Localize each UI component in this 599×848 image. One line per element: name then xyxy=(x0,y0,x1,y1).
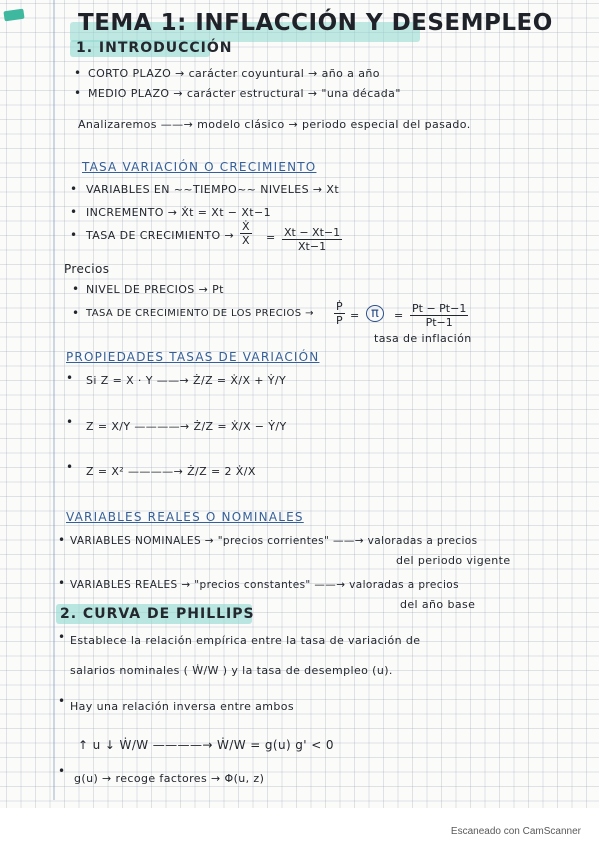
bullet-dot: • xyxy=(74,86,82,100)
margin-line xyxy=(53,0,55,800)
real-variables-cont: del año base xyxy=(400,598,476,611)
bullet-dot: • xyxy=(66,460,74,474)
price-level: NIVEL DE PRECIOS → Pt xyxy=(86,283,224,296)
intro-analysis-note: Analizaremos ——→ modelo clásico → periodo especial del pasado. xyxy=(78,118,471,131)
bullet-dot: • xyxy=(58,764,66,778)
real-nominal-heading: VARIABLES REALES O NOMINALES xyxy=(66,510,304,524)
equals-sign: = xyxy=(394,309,404,322)
fraction-numerator: Xt − Xt−1 xyxy=(284,226,341,239)
property-square: Z = X² ————→ Ż/Z = 2 Ẋ/X xyxy=(86,465,256,478)
section-2-heading: 2. CURVA DE PHILLIPS xyxy=(60,606,255,622)
bullet-dot: • xyxy=(58,630,66,644)
bullet-dot: • xyxy=(74,66,82,80)
fraction-numerator: Ṗ xyxy=(336,300,343,313)
intro-medium-term: MEDIO PLAZO → carácter estructural → "una década" xyxy=(88,87,401,100)
properties-heading: PROPIEDADES TASAS DE VARIACIÓN xyxy=(66,350,320,364)
fraction-denominator: P xyxy=(336,314,343,327)
fraction-numerator: Ẋ xyxy=(242,220,250,233)
equals-sign: = xyxy=(350,309,360,322)
price-growth-label: TASA DE CRECIMIENTO DE LOS PRECIOS → xyxy=(86,308,314,319)
increment-formula: INCREMENTO → Ẋt = Xt − Xt−1 xyxy=(86,206,271,219)
inflation-rate-note: tasa de inflación xyxy=(374,332,472,345)
bullet-dot: • xyxy=(58,533,66,547)
fraction-numerator: Pt − Pt−1 xyxy=(412,302,467,315)
bullet-dot: • xyxy=(66,415,74,429)
growth-rate-heading: TASA VARIACIÓN O CRECIMIENTO xyxy=(82,160,317,174)
nominal-variables-cont: del periodo vigente xyxy=(396,554,511,567)
bullet-dot: • xyxy=(70,228,78,242)
phillips-definition-cont: salarios nominales ( Ẇ/W ) y la tasa de desempleo (u). xyxy=(70,664,393,677)
growth-rate-label: TASA DE CRECIMIENTO → xyxy=(86,229,235,242)
levels-variable: VARIABLES EN ~~TIEMPO~~ NIVELES → Xt xyxy=(86,183,340,196)
nominal-variables: VARIABLES NOMINALES → "precios corrientes" ——→ valoradas a precios xyxy=(70,535,478,547)
price-growth-rhs-fraction xyxy=(410,302,468,329)
bullet-dot: • xyxy=(58,694,66,708)
bullet-dot: • xyxy=(58,576,66,590)
fraction-denominator: X xyxy=(242,234,250,247)
equals-sign: = xyxy=(266,231,276,244)
page-tab-marker xyxy=(3,9,24,22)
phillips-definition: Establece la relación empírica entre la tasa de variación de xyxy=(70,634,421,647)
inflation-pi: π xyxy=(366,305,384,322)
prices-heading: Precios xyxy=(64,262,110,276)
bullet-dot: • xyxy=(70,182,78,196)
intro-short-term: CORTO PLAZO → carácter coyuntural → año a año xyxy=(88,67,380,80)
real-variables: VARIABLES REALES → "precios constantes" ——→ valoradas a precios xyxy=(70,579,459,591)
property-quotient: Z = X/Y ————→ Ż/Z = Ẋ/X − Ẏ/Y xyxy=(86,420,287,433)
phillips-equation: ↑ u ↓ Ẇ/W ————→ Ẇ/W = g(u) g' < 0 xyxy=(78,738,334,752)
g-of-u-factors: g(u) → recoge factores → Φ(u, z) xyxy=(74,772,265,785)
bullet-dot: • xyxy=(72,306,80,320)
section-1-heading: 1. INTRODUCCIÓN xyxy=(76,40,233,56)
page-title: TEMA 1: INFLACCIÓN Y DESEMPLEO xyxy=(78,10,553,36)
bullet-dot: • xyxy=(70,205,78,219)
price-growth-fraction xyxy=(334,300,345,327)
growth-rate-fraction xyxy=(240,220,252,247)
property-product: Si Z = X · Y ——→ Ż/Z = Ẋ/X + Ẏ/Y xyxy=(86,374,287,387)
fraction-denominator: Pt−1 xyxy=(425,316,453,329)
bullet-dot: • xyxy=(72,282,80,296)
scanner-watermark: Escaneado con CamScanner xyxy=(450,826,581,837)
inverse-relation: Hay una relación inversa entre ambos xyxy=(70,700,295,713)
growth-rate-rhs-fraction xyxy=(282,226,342,253)
fraction-denominator: Xt−1 xyxy=(298,240,327,253)
bullet-dot: • xyxy=(66,371,74,385)
